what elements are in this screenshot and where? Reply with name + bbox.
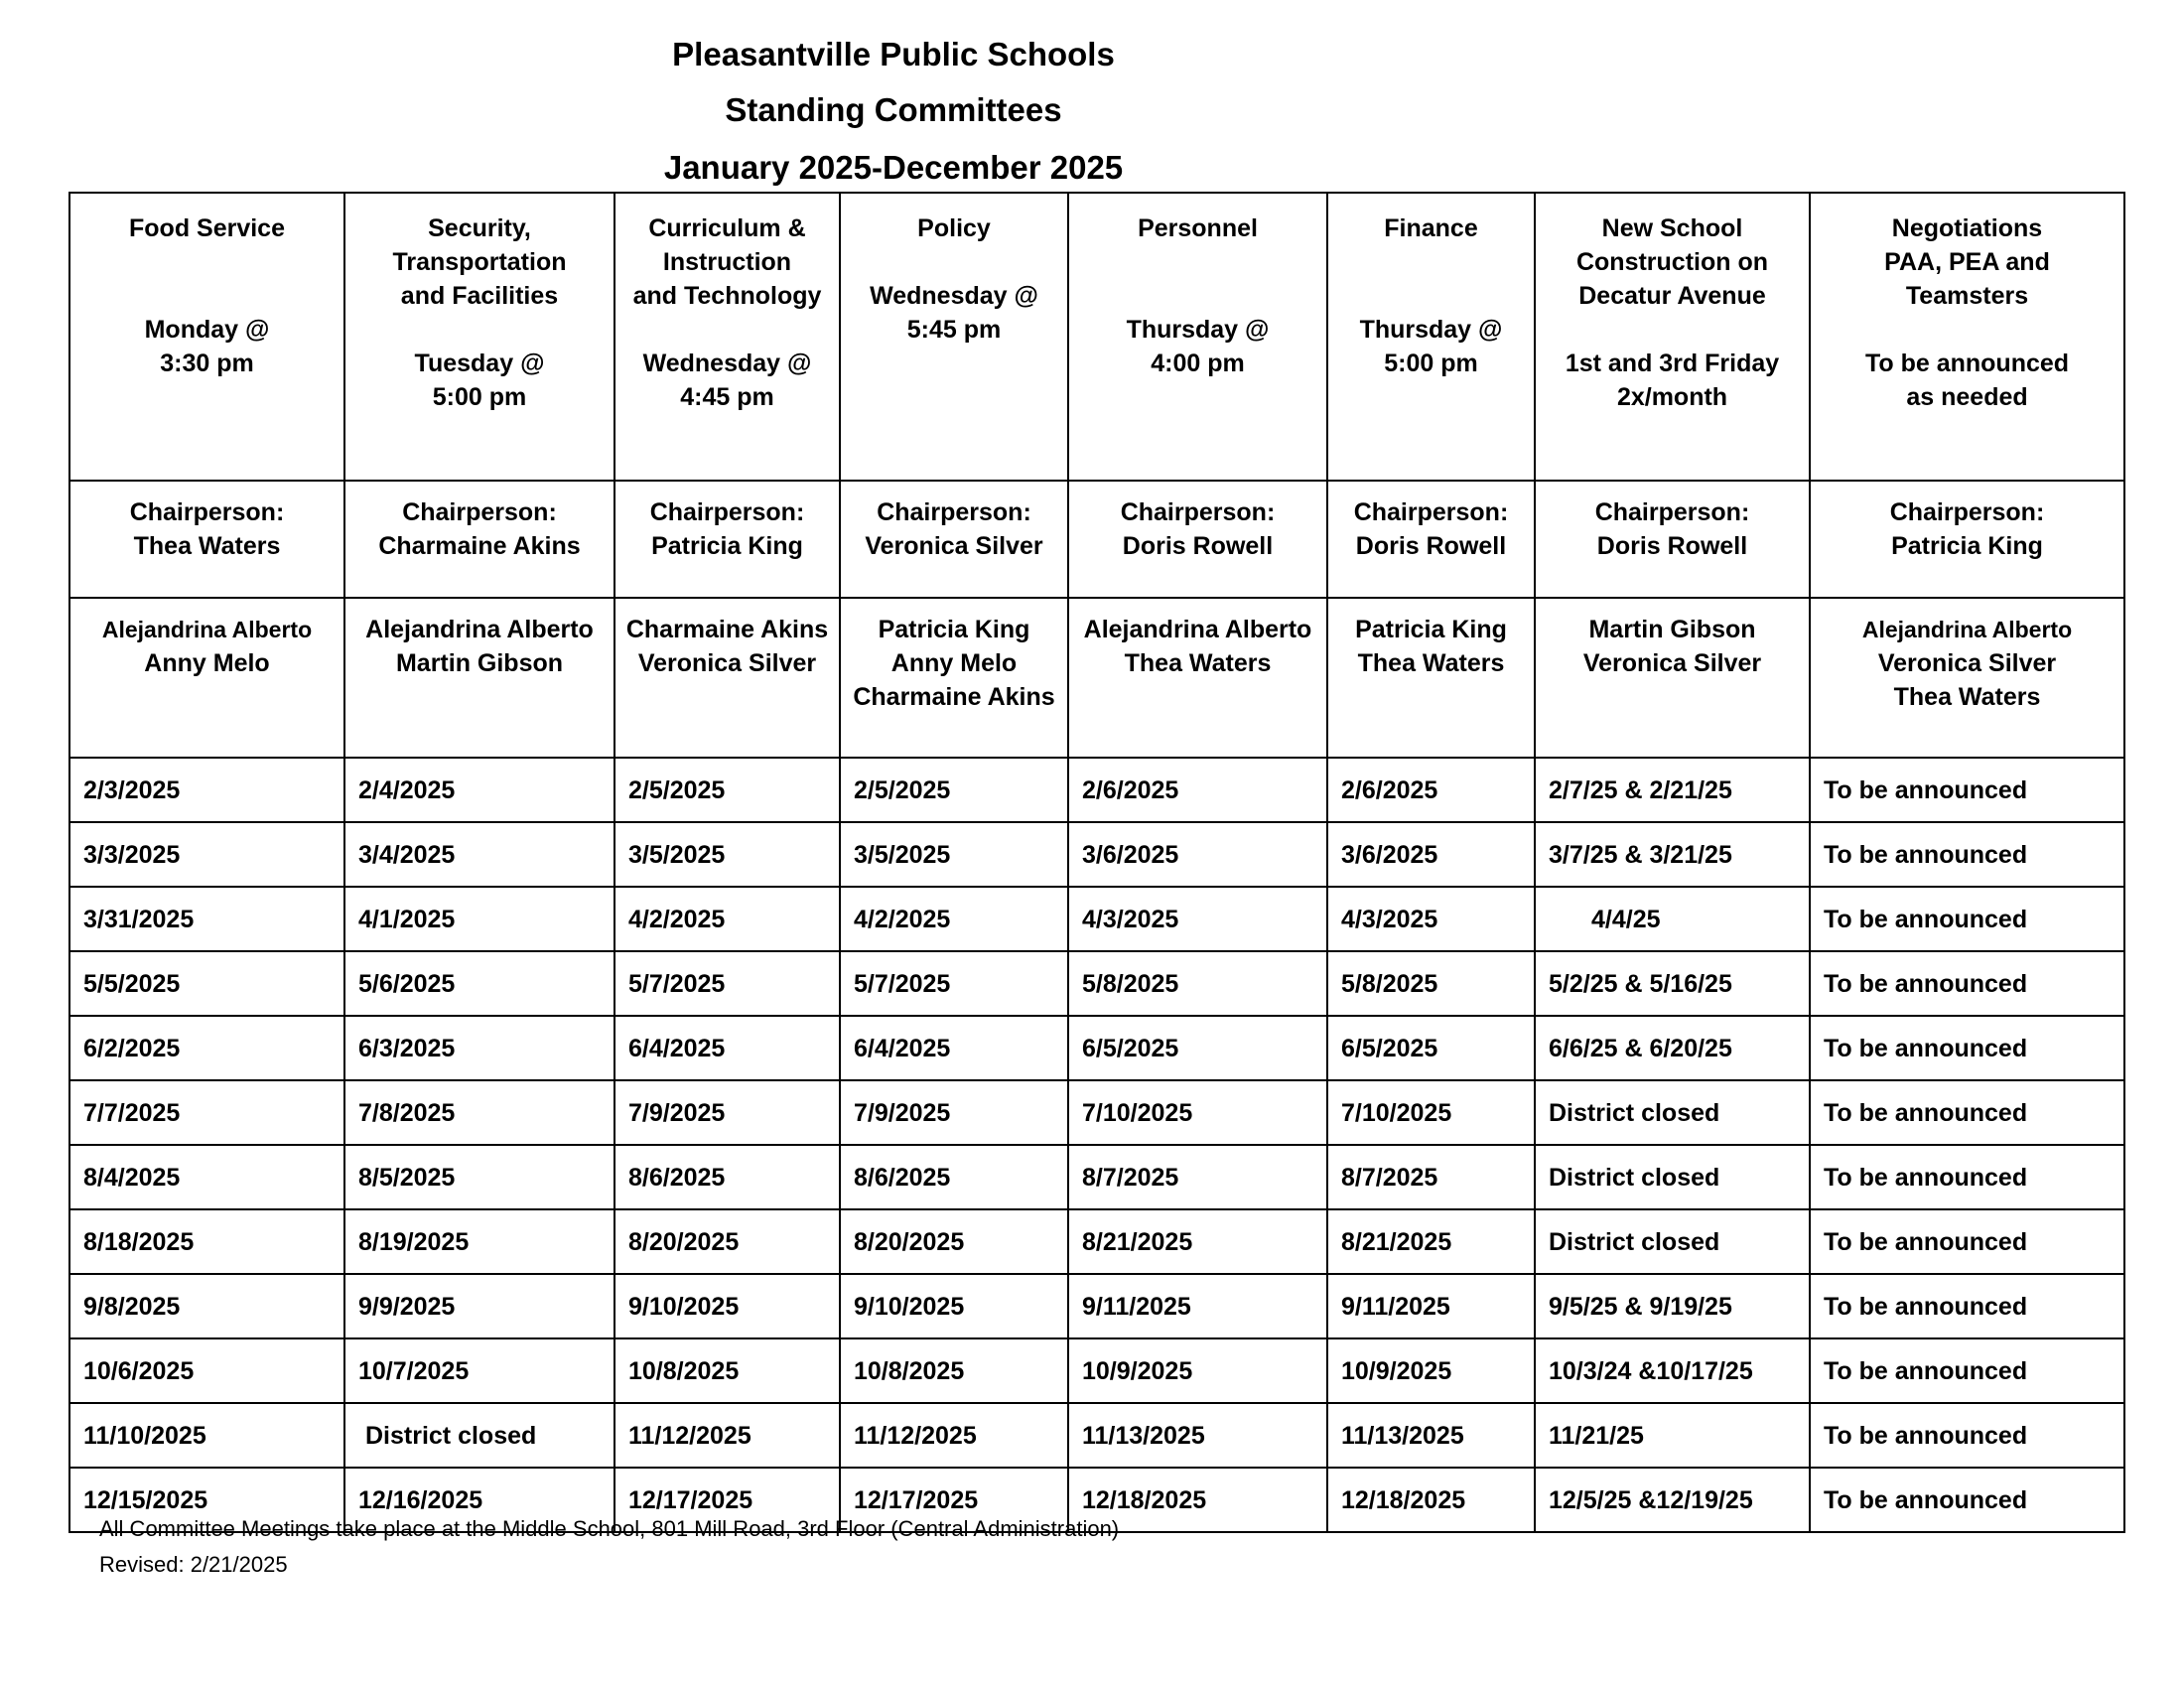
member-name: Patricia King xyxy=(878,616,1030,643)
committee-name: Transportation xyxy=(392,248,567,276)
chairperson-cell xyxy=(344,481,614,598)
meeting-date-row xyxy=(69,951,2124,1016)
meeting-date-cell: 11/12/2025 xyxy=(840,1403,1068,1468)
spacer xyxy=(847,245,1061,279)
committee-name: Decatur Avenue xyxy=(1578,282,1766,310)
committee-header-cell xyxy=(344,193,614,481)
meeting-date-cell: 5/8/2025 xyxy=(1068,951,1327,1016)
meeting-date-cell: To be announced xyxy=(1810,758,2124,822)
committee-name: PAA, PEA and xyxy=(1884,248,2050,276)
committee-name: Negotiations xyxy=(1891,214,2043,242)
member-name: Anny Melo xyxy=(890,649,1018,677)
meeting-date-cell: 8/6/2025 xyxy=(840,1145,1068,1209)
meeting-date-cell: 8/21/2025 xyxy=(1068,1209,1327,1274)
revised-date: Revised: 2/21/2025 xyxy=(99,1552,288,1577)
meeting-date-cell: 7/10/2025 xyxy=(1327,1080,1535,1145)
member-name: Alejandrina Alberto xyxy=(365,616,594,643)
meeting-date-row xyxy=(69,1145,2124,1209)
chairperson-cell xyxy=(1535,481,1810,598)
meeting-date-cell: 12/17/2025 xyxy=(840,1468,1068,1532)
meeting-date-cell: 9/9/2025 xyxy=(344,1274,614,1338)
committee-schedule: Wednesday @ xyxy=(870,282,1038,310)
meeting-date-cell: 5/2/25 & 5/16/25 xyxy=(1535,951,1810,1016)
members-cell xyxy=(1810,598,2124,758)
chairperson-row xyxy=(69,481,2124,598)
meeting-date-cell: 11/10/2025 xyxy=(69,1403,344,1468)
chairperson-name: Doris Rowell xyxy=(1122,532,1274,560)
chairperson-name: Patricia King xyxy=(651,532,803,560)
meeting-date-cell: To be announced xyxy=(1810,887,2124,951)
committee-schedule: 5:00 pm xyxy=(1384,350,1478,377)
committee-name: Finance xyxy=(1384,214,1478,242)
meeting-date-cell: 6/6/25 & 6/20/25 xyxy=(1535,1016,1810,1080)
meeting-date-row xyxy=(69,1403,2124,1468)
member-name: Alejandrina Alberto xyxy=(1861,617,2073,642)
meeting-date-cell: To be announced xyxy=(1810,1209,2124,1274)
committee-schedule: Monday @ xyxy=(144,316,270,344)
meeting-date-cell: 12/17/2025 xyxy=(614,1468,840,1532)
document-title: Pleasantville Public Schools xyxy=(672,36,1115,72)
chairperson-name: Charmaine Akins xyxy=(378,532,581,560)
members-cell xyxy=(1068,598,1327,758)
meeting-date-cell: 4/2/2025 xyxy=(614,887,840,951)
member-name: Thea Waters xyxy=(1124,649,1272,677)
committee-schedule: 4:45 pm xyxy=(680,383,774,411)
committee-schedule: 4:00 pm xyxy=(1151,350,1245,377)
meeting-date-cell: 3/5/2025 xyxy=(614,822,840,887)
meeting-date-cell: District closed xyxy=(1535,1209,1810,1274)
meeting-date-cell: 9/5/25 & 9/19/25 xyxy=(1535,1274,1810,1338)
meeting-date-cell: 5/7/2025 xyxy=(840,951,1068,1016)
meeting-date-cell: 7/8/2025 xyxy=(344,1080,614,1145)
chairperson-label: Chairperson: xyxy=(402,498,557,526)
committee-schedule: 5:45 pm xyxy=(906,316,1002,344)
member-name: Thea Waters xyxy=(1893,683,2041,711)
committee-header-row xyxy=(69,193,2124,481)
committee-header-cell xyxy=(1327,193,1535,481)
meeting-date-row xyxy=(69,822,2124,887)
meeting-date-cell: 10/7/2025 xyxy=(344,1338,614,1403)
meeting-date-row xyxy=(69,1209,2124,1274)
member-name: Anny Melo xyxy=(144,649,270,677)
meeting-date-cell: To be announced xyxy=(1810,1145,2124,1209)
meeting-date-row xyxy=(69,1080,2124,1145)
meeting-date-cell: To be announced xyxy=(1810,1016,2124,1080)
chairperson-label: Chairperson: xyxy=(649,498,805,526)
committee-name: Security, xyxy=(428,214,531,242)
meeting-date-cell: To be announced xyxy=(1810,1274,2124,1338)
meeting-date-cell: 8/4/2025 xyxy=(69,1145,344,1209)
meeting-date-cell: 10/6/2025 xyxy=(69,1338,344,1403)
meeting-date-cell: 10/8/2025 xyxy=(614,1338,840,1403)
chairperson-label: Chairperson: xyxy=(1889,498,2045,526)
meeting-date-cell: 3/6/2025 xyxy=(1327,822,1535,887)
meeting-date-cell: 12/18/2025 xyxy=(1327,1468,1535,1532)
members-cell xyxy=(344,598,614,758)
meeting-date-cell: 2/6/2025 xyxy=(1068,758,1327,822)
chairperson-name: Doris Rowell xyxy=(1355,532,1507,560)
committee-schedule: Thursday @ xyxy=(1126,316,1270,344)
meeting-date-cell: 3/5/2025 xyxy=(840,822,1068,887)
committee-name: New School xyxy=(1601,214,1743,242)
meeting-date-cell: 4/3/2025 xyxy=(1068,887,1327,951)
meeting-date-cell: 6/5/2025 xyxy=(1068,1016,1327,1080)
committee-name: and Facilities xyxy=(400,282,559,310)
member-name: Veronica Silver xyxy=(637,649,817,677)
committee-schedule: To be announced xyxy=(1864,350,2070,377)
meeting-date-cell: 4/2/2025 xyxy=(840,887,1068,951)
committee-schedule-table xyxy=(68,192,2125,1533)
meeting-date-row xyxy=(69,1016,2124,1080)
meeting-date-cell: 6/4/2025 xyxy=(614,1016,840,1080)
meeting-date-cell: 8/19/2025 xyxy=(344,1209,614,1274)
members-cell xyxy=(840,598,1068,758)
member-name: Patricia King xyxy=(1355,616,1507,643)
member-name: Alejandrina Alberto xyxy=(1083,616,1312,643)
meeting-date-cell: 3/31/2025 xyxy=(69,887,344,951)
meeting-date-cell: 6/2/2025 xyxy=(69,1016,344,1080)
chairperson-label: Chairperson: xyxy=(1353,498,1509,526)
chairperson-cell xyxy=(1810,481,2124,598)
committee-name: Teamsters xyxy=(1905,282,2029,310)
members-cell xyxy=(614,598,840,758)
meeting-date-cell: 7/7/2025 xyxy=(69,1080,344,1145)
committee-header-cell xyxy=(1068,193,1327,481)
committee-name: Instruction xyxy=(662,248,792,276)
meeting-date-cell: 2/4/2025 xyxy=(344,758,614,822)
meeting-date-cell: 11/13/2025 xyxy=(1068,1403,1327,1468)
committee-schedule: as needed xyxy=(1906,383,2028,411)
chairperson-name: Patricia King xyxy=(1891,532,2043,560)
meeting-date-cell: 8/7/2025 xyxy=(1068,1145,1327,1209)
spacer xyxy=(1542,313,1803,347)
meeting-date-row xyxy=(69,887,2124,951)
spacer xyxy=(1075,245,1320,279)
meeting-location-note: All Committee Meetings take place at the Middle School, 801 Mill Road, 3rd Floor (Central Administration) xyxy=(99,1516,1120,1541)
meeting-date-cell: District closed xyxy=(344,1403,614,1468)
meeting-date-cell: 10/3/24 &10/17/25 xyxy=(1535,1338,1810,1403)
meeting-date-cell: 8/21/2025 xyxy=(1327,1209,1535,1274)
meeting-date-cell: 6/3/2025 xyxy=(344,1016,614,1080)
committee-name: Curriculum & xyxy=(648,214,806,242)
meeting-date-cell: 5/5/2025 xyxy=(69,951,344,1016)
meeting-date-cell: 9/11/2025 xyxy=(1327,1274,1535,1338)
chairperson-label: Chairperson: xyxy=(1120,498,1276,526)
member-name: Alejandrina Alberto xyxy=(101,617,313,642)
meeting-date-cell: 9/11/2025 xyxy=(1068,1274,1327,1338)
meeting-date-cell: To be announced xyxy=(1810,1403,2124,1468)
meeting-date-cell: 3/4/2025 xyxy=(344,822,614,887)
committee-schedule: 2x/month xyxy=(1616,383,1728,411)
document-date-range: January 2025-December 2025 xyxy=(663,149,1124,186)
committee-header-cell xyxy=(1810,193,2124,481)
spacer xyxy=(621,313,833,347)
meeting-date-cell: 8/18/2025 xyxy=(69,1209,344,1274)
members-row xyxy=(69,598,2124,758)
meeting-date-cell: 6/4/2025 xyxy=(840,1016,1068,1080)
meeting-date-cell: 10/9/2025 xyxy=(1327,1338,1535,1403)
member-name: Charmaine Akins xyxy=(625,616,829,643)
meeting-date-cell: 12/15/2025 xyxy=(69,1468,344,1532)
meeting-date-row xyxy=(69,1274,2124,1338)
meeting-date-cell: 2/6/2025 xyxy=(1327,758,1535,822)
meeting-date-row xyxy=(69,758,2124,822)
committee-name: Policy xyxy=(917,214,991,242)
meeting-date-cell: 4/1/2025 xyxy=(344,887,614,951)
committee-name: Personnel xyxy=(1138,214,1258,242)
meeting-date-cell: District closed xyxy=(1535,1080,1810,1145)
meeting-date-cell: 7/9/2025 xyxy=(840,1080,1068,1145)
meeting-date-cell: 8/6/2025 xyxy=(614,1145,840,1209)
member-name: Thea Waters xyxy=(1357,649,1505,677)
meeting-date-cell: 3/7/25 & 3/21/25 xyxy=(1535,822,1810,887)
meeting-date-cell: To be announced xyxy=(1810,1080,2124,1145)
chairperson-cell xyxy=(69,481,344,598)
meeting-date-cell: To be announced xyxy=(1810,951,2124,1016)
member-name: Martin Gibson xyxy=(395,649,564,677)
meeting-date-cell: 12/16/2025 xyxy=(344,1468,614,1532)
chairperson-cell xyxy=(840,481,1068,598)
spacer xyxy=(1817,313,2117,347)
meeting-date-cell: To be announced xyxy=(1810,1468,2124,1532)
committee-name: Food Service xyxy=(129,214,285,242)
committee-header-cell xyxy=(840,193,1068,481)
spacer xyxy=(1334,245,1528,279)
meeting-date-cell: 2/3/2025 xyxy=(69,758,344,822)
chairperson-cell xyxy=(614,481,840,598)
spacer xyxy=(351,313,608,347)
meeting-date-cell: 3/6/2025 xyxy=(1068,822,1327,887)
committee-schedule: 1st and 3rd Friday xyxy=(1565,350,1780,377)
meeting-date-cell: 12/18/2025 xyxy=(1068,1468,1327,1532)
member-name: Veronica Silver xyxy=(1877,649,2057,677)
meeting-date-cell: 12/5/25 &12/19/25 xyxy=(1535,1468,1810,1532)
spacer xyxy=(76,279,338,313)
meeting-date-cell: 2/5/2025 xyxy=(614,758,840,822)
meeting-date-cell: 7/10/2025 xyxy=(1068,1080,1327,1145)
meeting-date-cell: 2/7/25 & 2/21/25 xyxy=(1535,758,1810,822)
meeting-date-cell: 9/10/2025 xyxy=(840,1274,1068,1338)
members-cell xyxy=(69,598,344,758)
member-name: Veronica Silver xyxy=(1582,649,1762,677)
members-cell xyxy=(1535,598,1810,758)
committee-schedule: Thursday @ xyxy=(1359,316,1503,344)
meeting-date-cell: 9/8/2025 xyxy=(69,1274,344,1338)
meeting-date-row xyxy=(69,1338,2124,1403)
meeting-date-cell: 9/10/2025 xyxy=(614,1274,840,1338)
member-name: Charmaine Akins xyxy=(853,683,1055,711)
committee-schedule: 5:00 pm xyxy=(432,383,527,411)
meeting-date-cell: 11/12/2025 xyxy=(614,1403,840,1468)
committee-header-cell xyxy=(1535,193,1810,481)
committee-schedule: Tuesday @ xyxy=(414,350,545,377)
meeting-date-cell: To be announced xyxy=(1810,1338,2124,1403)
committee-header-cell xyxy=(69,193,344,481)
chairperson-name: Doris Rowell xyxy=(1596,532,1748,560)
committee-name: Construction on xyxy=(1575,248,1769,276)
meeting-date-cell: 6/5/2025 xyxy=(1327,1016,1535,1080)
meeting-date-cell: 8/20/2025 xyxy=(614,1209,840,1274)
meeting-date-cell: 7/9/2025 xyxy=(614,1080,840,1145)
meeting-date-cell: 8/7/2025 xyxy=(1327,1145,1535,1209)
meeting-date-cell: 10/9/2025 xyxy=(1068,1338,1327,1403)
spacer xyxy=(1334,279,1528,313)
committee-header-cell xyxy=(614,193,840,481)
committee-name: and Technology xyxy=(632,282,822,310)
meeting-date-cell: 4/4/25 xyxy=(1535,887,1810,951)
chairperson-name: Veronica Silver xyxy=(865,532,1043,560)
meeting-date-cell: 8/20/2025 xyxy=(840,1209,1068,1274)
chairperson-cell xyxy=(1327,481,1535,598)
document-subtitle: Standing Committees xyxy=(725,91,1062,128)
meeting-date-cell: 4/3/2025 xyxy=(1327,887,1535,951)
meeting-date-cell: 11/21/25 xyxy=(1535,1403,1810,1468)
meeting-date-cell: 5/7/2025 xyxy=(614,951,840,1016)
committee-schedule: Wednesday @ xyxy=(642,350,812,377)
member-name: Martin Gibson xyxy=(1588,616,1756,643)
meeting-date-cell: 2/5/2025 xyxy=(840,758,1068,822)
meeting-date-cell: 11/13/2025 xyxy=(1327,1403,1535,1468)
meeting-date-cell: District closed xyxy=(1535,1145,1810,1209)
meeting-date-cell: 3/3/2025 xyxy=(69,822,344,887)
meeting-date-cell: 8/5/2025 xyxy=(344,1145,614,1209)
chairperson-name: Thea Waters xyxy=(133,532,281,560)
chairperson-label: Chairperson: xyxy=(877,498,1031,526)
meeting-date-cell: 5/8/2025 xyxy=(1327,951,1535,1016)
spacer xyxy=(1075,279,1320,313)
chairperson-label: Chairperson: xyxy=(129,498,285,526)
spacer xyxy=(76,245,338,279)
meeting-date-cell: 10/8/2025 xyxy=(840,1338,1068,1403)
chairperson-cell xyxy=(1068,481,1327,598)
chairperson-label: Chairperson: xyxy=(1594,498,1750,526)
members-cell xyxy=(1327,598,1535,758)
meeting-date-cell: 5/6/2025 xyxy=(344,951,614,1016)
meeting-date-cell: To be announced xyxy=(1810,822,2124,887)
committee-schedule: 3:30 pm xyxy=(160,350,254,377)
